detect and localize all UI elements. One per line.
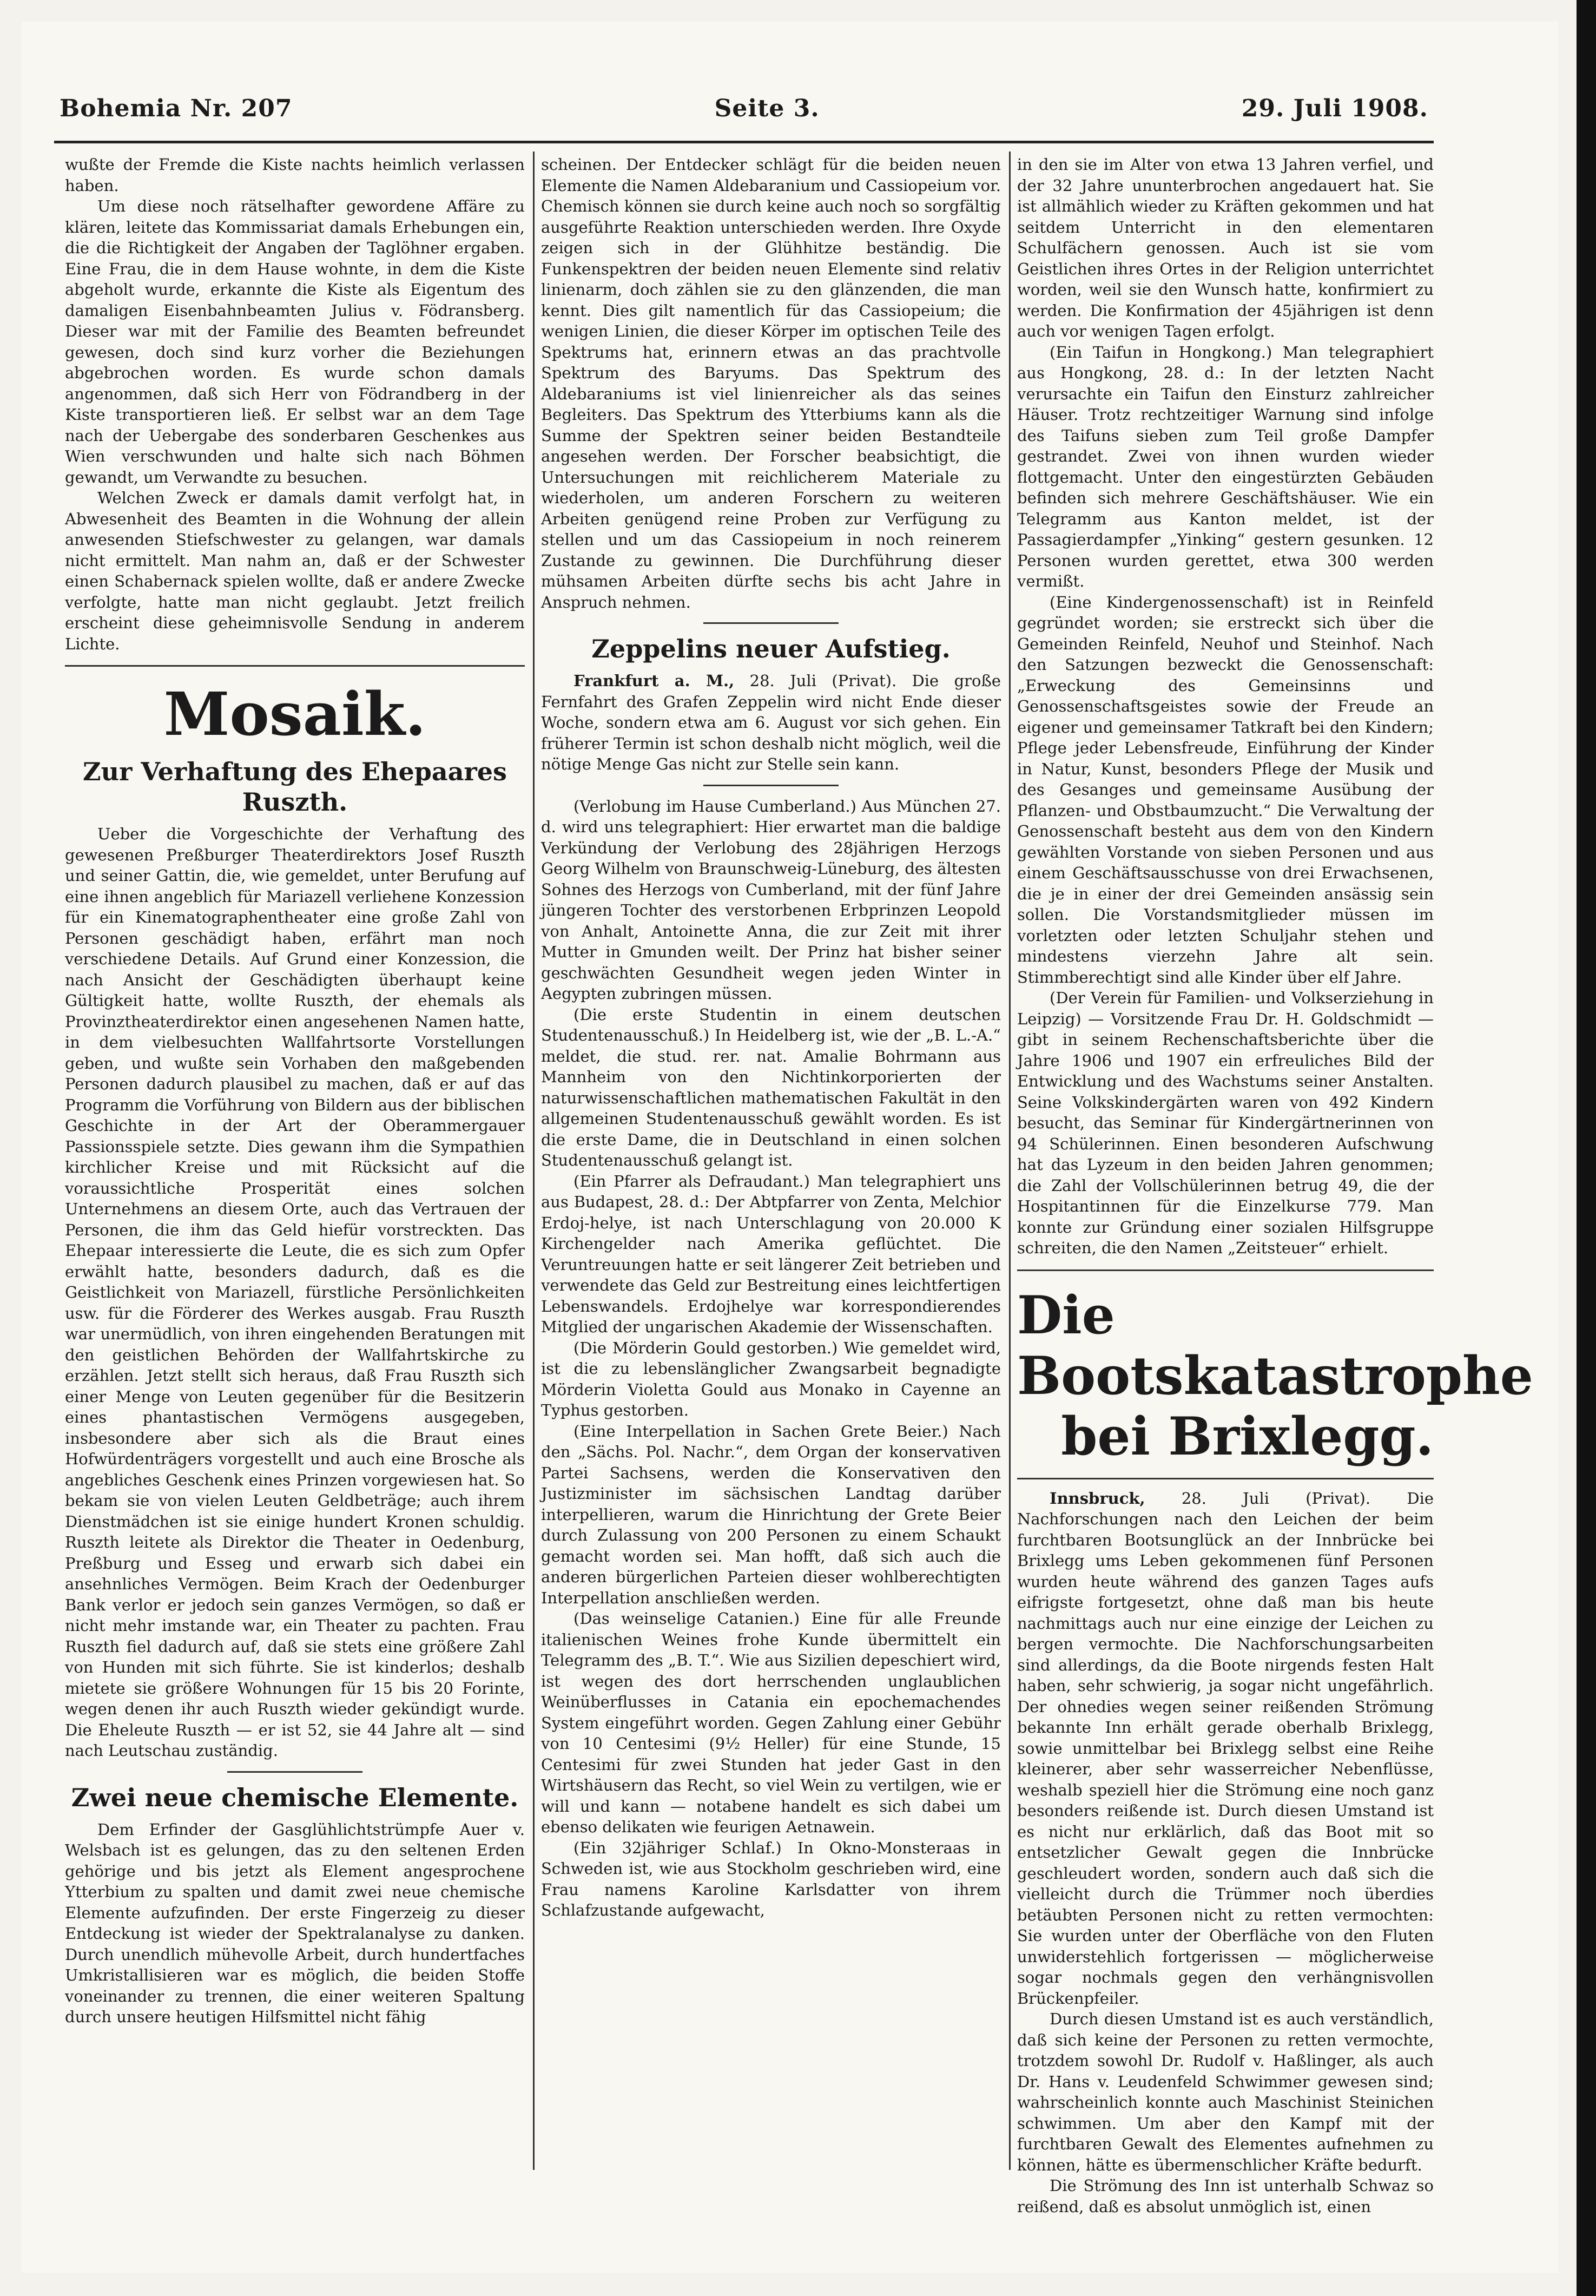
section-title: Mosaik.: [163, 679, 426, 749]
dateline: Frankfurt a. M.,: [573, 672, 735, 690]
news-item: (Eine Interpellation in Sachen Grete Beier.) Nach den „Sächs. Pol. Nachr.“, dem Organ der konservativen Partei Sachsens, werden die Konservativen den Justizminister im sächsischen Landtag darüber interpellieren, warum die Hinrichtung der Grete Beier durch Zulassung von 200 Personen zu einem Schaukt gemacht worden sei. Man hofft, daß sich auch die anderen bürgerlichen Parteien dieser wohlberechtigten Interpellation anschließen werden.: [541, 1422, 1001, 1607]
article-title: Zwei neue chemische Elemente.: [71, 1782, 519, 1812]
headline-line-2: bei Brixlegg.: [1061, 1405, 1434, 1467]
paragraph: scheinen. Der Entdecker schlägt für die beiden neuen Elemente die Namen Aldebaranium und Cassiopeium vor. Chemisch können sie durch keine auch noch so sorgfältig ausgeführte Reaktion unterschieden werden. Ihre Oxyde zeigen sich in der Glühhitze beständig. Die Funkenspektren der beiden neuen Elemente sind relativ linienarm, doch zählen sie zu den glänzenden, die man kennt. Dies gilt namentlich für das Cassiopeium; die wenigen Linien, die dieser Körper im optischen Teile des Spektrums hat, erinnern etwas an das prachtvolle Spektrum des Baryums. Das Spektrum des Aldebaraniums ist viel linienreicher als das seines Begleiters. Das Spektrum des Ytterbiums kann als die Summe der Spektren seiner beiden Bestandteile angesehen werden. Der Forscher beabsichtigt, die Untersuchungen mit reichlicherem Materiale zu wiederholen, um anderen Forschern zu weiteren Arbeiten genügend reine Proben zur Verfügung zu stellen und um das Cassiopeium in noch reinerem Zustande zu gewinnen. Die Durchführung dieser mühsamen Arbeiten dürfte sechs bis acht Jahre in Anspruch nehmen.: [541, 155, 1001, 611]
news-item: (Die Mörderin Gould gestorben.) Wie gemeldet wird, ist die zu lebenslänglicher Zwangsarbeit begnadigte Mörderin Violetta Gould aus Monako in Cayenne an Typhus gestorben.: [541, 1338, 1001, 1419]
column-1: [65, 154, 525, 2167]
section-divider: [65, 665, 525, 667]
section-divider: [1017, 1269, 1434, 1271]
scan-edge: [1577, 0, 1596, 2296]
news-item: (Verlobung im Hause Cumberland.) Aus München 27. d. wird uns telegraphiert: Hier erwartet man die baldige Verkündung der Verlobung des 28jährigen Herzogs Georg Wilhelm von Braunschweig-Lüneburg, des ältesten Sohnes des Herzogs von Cumberland, mit der fünf Jahre jüngeren Tochter des verstorbenen Erbprinzen Leopold von Anhalt, Antoinette Anna, die zur Zeit mit ihrer Mutter in Gmunden weilt. Der Prinz hat bisher seiner geschwächten Gesundheit wegen jeden Winter in Aegypten zubringen müssen.: [541, 797, 1001, 1003]
header-rule: [54, 141, 1434, 143]
paragraph: wußte der Fremde die Kiste nachts heimlich verlassen haben.: [65, 155, 525, 195]
news-item: (Ein Pfarrer als Defraudant.) Man telegraphiert uns aus Budapest, 28. d.: Der Abtpfarrer von Zenta, Melchior Erdoj-helye, ist nach Unterschlagung von 20.000 K Kirchengelder nach Amerika geflüchtet. Die Veruntreuungen hatte er seit längerer Zeit betrieben und verwendete das Geld zur Bestreitung eines leichtfertigen Lebenswandels. Erdojhelye war korrespondierendes Mitglied der ungarischen Akademie der Wissenschaften.: [541, 1172, 1001, 1336]
paragraph: Die Strömung des Inn ist unterhalb Schwaz so reißend, daß es absolut unmöglich ist, einen: [1017, 2176, 1434, 2216]
paragraph-text: 28. Juli (Privat). Die große Fernfahrt des Grafen Zeppelin wird nicht Ende dieser Woche, sondern etwa am 6. August vor sich gehen. Ein früherer Termin ist schon deshalb nicht möglich, weil die nötige Menge Gas nicht zur Stelle sein kann.: [541, 672, 1001, 773]
newspaper-page: [22, 22, 1558, 2273]
headline: [1017, 1284, 1533, 1467]
paragraph: [1017, 1488, 1434, 2009]
paragraph: in den sie im Alter von etwa 13 Jahren verfiel, und der 32 Jahre ununterbrochen angedauert hat. Sie ist allmählich wieder zu Kräften gekommen und hat seitdem Unterricht in den elementaren Schulfächern genossen. Auch ist sie vom Geistlichen ihres Ortes in der Religion unterrichtet worden, weil sie den Wunsch hatte, konfirmiert zu werden. Die Konfirmation der 45jährigen ist denn auch vor wenigen Tagen erfolgt.: [1017, 155, 1434, 340]
column-3: [1017, 154, 1533, 2216]
news-item: (Eine Kindergenossenschaft) ist in Reinfeld gegründet worden; sie erstreckt sich über die Gemeinden Reinfeld, Neuhof und Steinhof. Nach den Satzungen bezweckt die Genossenschaft: „Erweckung des Gemeinsinns und Genossenschaftsgeistes sowie der Freude an eigener und gemeinsamer Tatkraft bei den Kindern; Pflege jeder Lebensfreude, Einführung der Kinder in Natur, Kunst, besonders Pflege der Musik und des Gesanges und gemeinsame Ausübung der Pflanzen- und Obstbaumzucht.“ Die Verwaltung der Genossenschaft besteht aus dem von den Kindern gewählten Vorstande von sieben Personen und aus einem Geschäftsausschusse von drei Erwachsenen, die je in einer der drei Gemeinden ansässig sein sollen. Die Vorstandsmitglieder müssen im vorletzten oder letzten Schuljahr stehen und mindestens vierzehn Jahre alt sein. Stimmberechtigt sind alle Kinder über elf Jahre.: [1017, 593, 1434, 986]
headline-rule: [1017, 1478, 1434, 1479]
paragraph: [541, 670, 1001, 775]
news-item: (Ein Taifun in Hongkong.) Man telegraphiert aus Hongkong, 28. d.: In der letzten Nacht verursachte ein Taifun den Einsturz zahlreicher Häuser. Trotz rechtzeitiger Warnung sind infolge des Taifuns sieben zum Teil große Dampfer gestrandet. Zwei von ihnen wurden wieder flottgemacht. Unter den eingestürzten Gebäuden befinden sich mehrere Geschäftshäuser. Wie ein Telegramm aus Kanton meldet, ist der Passagierdampfer „Yinking“ gestern gesunken. 12 Personen wurden gerettet, etwa 300 werden vermißt.: [1017, 343, 1434, 590]
paragraph-text: 28. Juli (Privat). Die Nachforschungen nach den Leichen der beim furchtbaren Bootsunglück an der Innbrücke bei Brixlegg ums Leben gekommenen fünf Personen wurden heute während des ganzen Tages aufs eifrigste fortgesetzt, ohne daß man bis heute nachmittags auch nur eine einzige der Leichen zu bergen vermochte. Die Nachforschungsarbeiten sind allerdings, da die Boote nirgends festen Halt haben, sehr schwierig, ja sogar nicht ungefährlich. Der ohnedies wegen seiner reißenden Strömung bekannte Inn erhält gerade oberhalb Brixlegg, sowie unmittelbar bei Brixlegg selbst eine Reihe kleinerer, aber sehr wasserreicher Nebenflüsse, weshalb speziell hier die Strömung eine noch ganz besonders reißende ist. Durch diesen Umstand ist es nicht nur erklärlich, daß das Boot mit so entsetzlicher Gewalt gegen die Innbrücke geschleudert worden, sondern auch daß sich die vielleicht durch die Trümmer noch überdies betäubten Personen nicht zu retten vermochten: Sie wurden unter der Oberfläche von den Fluten unwiderstehlich fortgerissen — möglicherweise sogar nochmals gegen den verhängnisvollen Brückenpfeiler.: [1017, 1489, 1434, 2008]
page-header: [60, 87, 1428, 130]
column-rule-2: [1009, 152, 1011, 2170]
paragraph: Welchen Zweck er damals damit verfolgt hat, in Abwesenheit des Beamten in die Wohnung der allein anwesenden Stiefschwester zu gelangen, war damals nicht ermittelt. Man nahm an, daß er der Schwester einen Schabernack spielen wollte, daß er andere Zwecke verfolgte, hatte man nicht geglaubt. Jetzt freilich erscheint diese geheimnisvolle Sendung in anderem Lichte.: [65, 489, 525, 653]
article-divider: [703, 622, 839, 624]
paragraph: Um diese noch rätselhafter gewordene Affäre zu klären, leitete das Kommissariat damals Erhebungen ein, die die Richtigkeit der Angaben der Taglöhner ergaben. Eine Frau, die in dem Hause wohnte, in dem die Kiste abgeholt wurde, erkannte die Kiste als Eigentum des damaligen Eisenbahnbeamten Julius v. Födransberg. Dieser war mit der Familie des Beamten befreundet gewesen, doch sind kurz vorher die Beziehungen abgebrochen worden. Es wurde schon damals angenommen, daß sich Herr von Födrandberg in der Kiste transportieren ließ. Er selbst war an dem Tage nach der Uebergabe des sonderbaren Geschenkes aus Wien verschwunden und halte sich nach Böhmen gewandt, um Verwandte zu besuchen.: [65, 197, 525, 486]
paragraph: Ueber die Vorgeschichte der Verhaftung des gewesenen Preßburger Theaterdirektors Josef Ruszth und seiner Gattin, die, wie gemeldet, unter Berufung auf eine ihnen angeblich für Mariazell verliehene Konzession für ein Kinematographentheater eine große Zahl von Personen geschädigt haben, erfährt man noch verschiedene Details. Auf Grund einer Konzession, die nach Ansicht der Geschädigten überhaupt keine Gültigkeit hatte, wollte Ruszth, der ehemals als Provinztheaterdirektor einen angesehenen Namen hatte, in dem vielbesuchten Wallfahrtsorte Vorstellungen geben, und wußte sein Vorhaben den maßgebenden Personen dadurch plausibel zu machen, daß er auf das Programm die Vorführung von Bildern aus der biblischen Geschichte in der Art der Oberammergauer Passionsspiele setzte. Dies gewann ihm die Sympathien kirchlicher Kreise und mit Rücksicht auf die voraussichtliche Prosperität eines solchen Unternehmens an diesem Orte, auch das Vertrauen der Personen, die ihm das Geld hiefür vorstreckten. Das Ehepaar interessierte die Leute, die es sich zum Opfer erwählt hatte, besonders dadurch, daß es die Geistlichkeit von Mariazell, fürstliche Persönlichkeiten usw. für die Förderer des Werkes ausgab. Frau Ruszth war unermüdlich, von ihren eingehenden Beratungen mit den geistlichen Behörden der Wallfahrtskirche zu erzählen. Jetzt stellt sich heraus, daß Frau Ruszth sich einer Menge von Leuten gegenüber für die Besitzerin eines phantastischen Vermögens ausgegeben, insbesondere aber sich als die Braut eines Hofwürdenträgers vorgestellt und auch eine Brosche als angebliches Geschenk eines Prinzen vorgewiesen hat. So bekam sie von vielen Leuten Geldbeträge; auch ihrem Dienstmädchen ist sie einige hundert Kronen schuldig. Ruszth leitete als Direktor die Theater in Oedenburg, Preßburg und Esseg und erwarb sich dabei ein ansehnliches Vermögen. Beim Krach der Oedenburger Bank verlor er jedoch sein ganzes Vermögen, so daß er nicht mehr imstande war, ein Theater zu pachten. Frau Ruszth fiel dadurch auf, daß sie stets eine größere Zahl von Hunden mit sich führte. Sie ist kinderlos; deshalb mietete sie größere Wohnungen für 15 bis 20 Forinte, wegen denen ihr auch Ruszth wieder gekündigt wurde. Die Eheleute Ruszth — er ist 52, sie 44 Jahre alt — sind nach Leutschau zuständig.: [65, 825, 525, 1760]
paragraph: Dem Erfinder der Gasglühlichtstrümpfe Auer v. Welsbach ist es gelungen, das zu den seltenen Erden gehörige und bis jetzt als Element angesprochene Ytterbium zu spalten und damit zwei neue chemische Elemente aufzufinden. Der erste Fingerzeig zu dieser Entdeckung ist wieder der Spektralanalyse zu danken. Durch unendlich mühevolle Arbeit, durch hundertfaches Umkristallisieren war es möglich, die beiden Stoffe voneinander zu trennen, die einer weiteren Spaltung durch unsere heutigen Hilfsmittel nicht fähig: [65, 1820, 525, 2026]
header-date: 29. Juli 1908.: [1241, 94, 1428, 122]
news-item: (Die erste Studentin in einem deutschen Studentenausschuß.) In Heidelberg ist, wie der „B. L.-A.“ meldet, die stud. rer. nat. Amalie Bohrmann aus Mannheim von den Nichtinkorporierten der naturwissenschaftlichen mathematischen Fakultät in den allgemeinen Studentenausschuß gewählt worden. Es ist die erste Dame, die in Deutschland in einen solchen Studentenausschuß gelangt ist.: [541, 1005, 1001, 1169]
dateline: Innsbruck,: [1050, 1489, 1145, 1508]
column-2: [541, 154, 1001, 2167]
news-item: (Das weinselige Catanien.) Eine für alle Freunde italienischen Weines frohe Kunde übermittelt ein Telegramm des „B. T.“. Wie aus Sizilien depeschiert wird, ist wegen des dort herrschenden unglaublichen Weinüberflusses in Catania ein epochemachendes System eingeführt worden. Gegen Zahlung einer Gebühr von 10 Centesimi (9½ Heller) für eine Stunde, 15 Centesimi für zwei Stunden hat jeder Gast in den Wirtshäusern das Recht, so viel Wein zu vertilgen, wie er will und kann — notabene handelt es sich dabei um ebenso delikaten wie feurigen Aetnawein.: [541, 1609, 1001, 1836]
header-page-number: Seite 3.: [714, 94, 820, 122]
column-rule-1: [533, 152, 535, 2170]
paragraph: Durch diesen Umstand ist es auch verständlich, daß sich keine der Personen zu retten vermochte, trotzdem sowohl Dr. Rudolf v. Haßlinger, als auch Dr. Hans v. Leudenfeld Schwimmer gewesen sind; wahrscheinlich konnte auch Maschinist Steinichen schwimmen. Um aber den Kampf mit der furchtbaren Gewalt des Elementes aufnehmen zu können, hätte es übermenschlicher Kräfte bedurft.: [1017, 2010, 1434, 2174]
article-title: Zur Verhaftung des Ehepaares Ruszth.: [83, 757, 507, 817]
headline-line-1: Die Bootskatastrophe: [1017, 1284, 1533, 1406]
article-divider: [703, 785, 839, 786]
article-divider: [227, 1771, 362, 1773]
news-item: (Ein 32jähriger Schlaf.) In Okno-Monsteraas in Schweden ist, wie aus Stockholm geschrieben wird, eine Frau namens Karoline Karlsdatter von ihrem Schlafzustande aufgewacht,: [541, 1838, 1001, 1919]
article-title: Zeppelins neuer Aufstieg.: [591, 634, 951, 663]
header-issue: Bohemia Nr. 207: [60, 94, 293, 122]
news-item: (Der Verein für Familien- und Volkserziehung in Leipzig) — Vorsitzende Frau Dr. H. Goldschmidt — gibt in seinem Rechenschaftsberichte über die Jahre 1906 und 1907 ein erfreuliches Bild der Entwicklung und des Wachstums seiner Anstalten. Seine Volkskindergärten waren von 492 Kindern besucht, das Seminar für Kindergärtnerinnen von 94 Schülerinnen. Einen besonderen Aufschwung hat das Lyzeum in den beiden Jahren genommen; die Zahl der Vollschülerinnen betrug 49, die der Hospitantinnen für die Einzelkurse 779. Man konnte zur Gründung einer sozialen Hilfsgruppe schreiten, die den Namen „Zeitsteuer“ erhielt.: [1017, 989, 1434, 1257]
